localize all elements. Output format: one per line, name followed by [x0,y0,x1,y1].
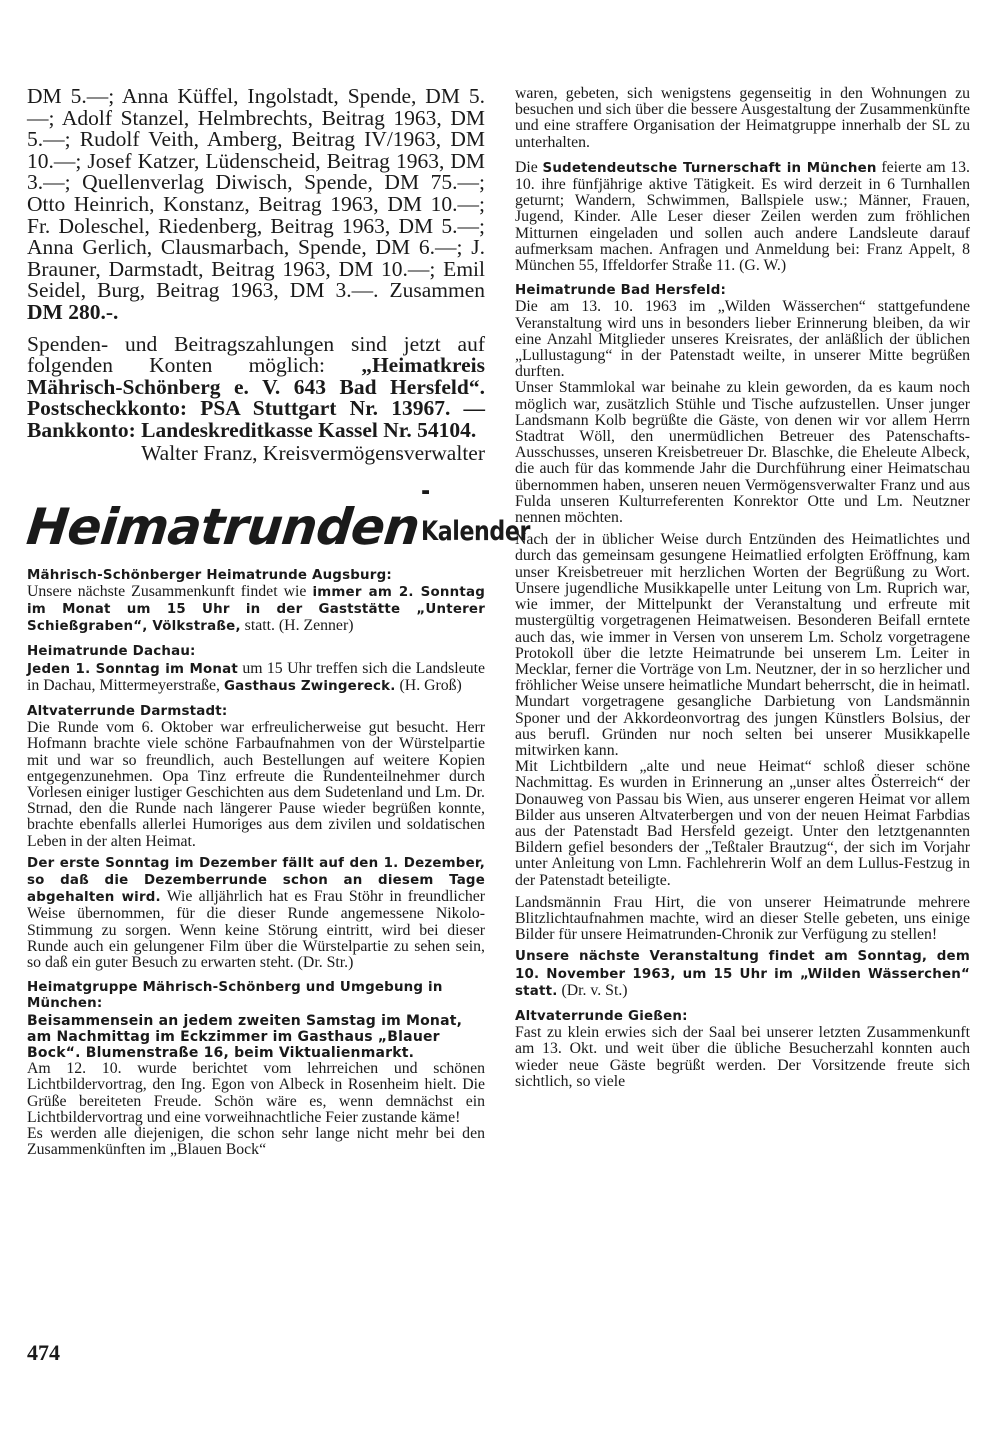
article-turnerschaft [515,160,970,274]
article-body: Mit Lichtbildern „alte und neue Heimat“ schloß dieser schöne Nachmittag. Es wurden in Erinnerung an „unser altes Österreich“ der Donauweg von Passau bis Wien, aus unserer engeren Heimat vor allem Bilder aus unseren Altvaterbergen und von der neuen Heimat Farbdias aus der Patenstadt Bad Hersfeld gezeigt. Unter den letztgenannten Bildern gefiel besonders der „Teßtaler Brautzug“, der sich im Vorjahr unter Anleitung von Lmn. Fachlehrerin Wolf an dem Lullus-Festzug in der Patenstadt beteiligte. [515,758,970,889]
masthead-bold: -Kalender [420,475,530,547]
section-masthead [23,475,530,556]
article-body [515,948,970,1000]
article-body: Fast zu klein erwies sich der Saal bei unserer letzten Zusammenkunft am 13. Okt. und weit über die übliche Besucherzahl konnten auch wieder neue Gäste begrüßt werden. Der Vorsitzende freute sich sichtlich, so viele [515,1024,970,1090]
article-muenchen [27,980,485,1158]
bold-run: Gasthaus Zwingereck. [223,678,396,694]
article-body: Landsmännin Frau Hirt, die von unserer Heimatrunde mehrere Blitzlichtaufnahmen machte, wird an dieser Stelle gebeten, uns einige Bilder für unsere Heimatrunden-Chronik zur Verfügung zu stellen! [515,893,970,944]
article-heading: Heimatgruppe Mährisch-Schönberg und Umgebung in München: [27,980,443,1012]
article-body: Am 12. 10. wurde berichtet vom lehrreichen und schönen Lichtbildervortrag, den Ing. Egon von Albeck in Rosenheim hielt. Die Grüße bereiteten Freude. Schön wäre es, wenn demnächst ein Lichtbildervortrag und eine vorweihnachtliche Feier zustande käme! [27,1060,485,1126]
article-heading: Altvaterrunde Darmstadt: [27,703,228,719]
masthead-script: Heimatrunden [23,497,422,556]
text-run: Die [515,158,543,176]
article-body: Die Runde vom 6. Oktober war erfreulicherweise gut besucht. Herr Hofmann brachte viele schöne Farbaufnahmen von der Würstelpartie mit und war so freundlich, auch Bestellungen auf weitere Kopien entgegenzunehmen. Opa Tinz erfreute die Rundenteilnehmer durch Vorlesen einiger lustiger Geschichten aus dem Sudetenland und Lm. Dr. Strnad, den die Runde nach längerer Pause wieder begrüßen konnte, brachte ebenfalls allerlei Humoriges aus dem zivilen und soldatischen Leben in der alten Heimat. [27,719,485,850]
article-body: Unser Stammlokal war beinahe zu klein geworden, da es kaum noch möglich war, zusätzlich Stühle und Tische aufzustellen. Unser junger Landsmann Kolb begrüßte die Gäste, von denen wir vor allem Herrn Stadtrat Wöll, den unermüdlichen Betreuer des Patenschafts-Ausschusses, unseren Kreisbetreuer Dr. Blaschke, die Eheleute Albeck, die auch für das kommende Jahr die Durchführung einer Heimatschau übernommen haben, unseren neuen Vermögensverwalter Franz und aus Fulda unseren Kulturreferenten Konrektor Otte und Lm. Neutzner nennen möchten. [515,379,970,527]
bold-run: immer am 2. Sonntag im Monat um 15 Uhr in der Gaststätte „Unterer Schießgraben“, Völkstraße, [27,584,485,635]
text-run: um 15 Uhr treffen sich die Landsleute in Dachau, Mittermeyerstraße, [27,659,485,694]
article-heading: Mährisch-Schönberger Heimatrunde Augsburg: [27,567,392,583]
article-body: waren, gebeten, sich wenigstens gegenseitig in den Wohnungen zu besuchen und sich über die bessere Ausgestaltung der Zusammenkünfte und eine straffere Organisation der Heimatgruppe innerhalb der SL zu unterhalten. [515,85,970,151]
article-continuation [515,86,970,151]
article-giessen [515,1009,970,1090]
text-run: feierte am 13. 10. ihre fünfjährige aktive Tätigkeit. Es wird derzeit in 6 Turnhallen geturnt; Wandern, Schwimmen, Ballspiele usw.; Männer, Frauen, Jugend, Kinder. Alle Leser dieser Zeilen werden zum fröhlichen Mitturnen eingeladen und sollen auch andere Landsleute darauf aufmerksam machen. Anfragen und Anmeldung bei: Franz Appelt, 8 München 55, Iffeldorfer Straße 11. (G. W.) [515,158,971,275]
article-body [27,584,485,636]
text-run: (H. Groß) [395,676,462,694]
donations-total: DM 280.-. [27,299,119,324]
text-run: statt. (H. Zenner) [240,617,354,635]
text-run: Unsere nächste Zusammenkunft findet wie [27,582,313,600]
bold-run: Der erste Sonntag im Dezember fällt auf den 1. Dezember, so daß die Dezemberrunde schon an diesem Tage abgehalten wird. [27,855,485,906]
bold-run: Unsere nächste Veranstaltung findet am Sonntag, dem 10. November 1963, um 15 Uhr im „Wilden Wässerchen“ statt. [515,949,970,999]
bold-run: Sudetendeutsche Turnerschaft in München [542,160,877,176]
article-heading: Heimatrunde Dachau: [27,644,196,660]
article-body [515,160,970,274]
text-run: (Dr. v. St.) [557,981,628,999]
article-body [27,855,485,971]
text-run: Wie alljährlich hat es Frau Stöhr in freundlicher Weise übernommen, für die dieser Runde angemessene Nikolo-Stimmung zu sorgen. Wenn keine Störung eintritt, wird bei dieser Runde auch ein gelungener Film über die Würstelpartie zu sehen sein, so daß ein guter Besuch zu erwarten steht. (Dr. Str.) [27,888,485,971]
article-body [27,661,485,695]
article-body: Die am 13. 10. 1963 im „Wilden Wässerchen“ stattgefundene Veranstaltung wird uns in besonders lieber Erinnerung bleiben, da wir eine Anzahl Mitglieder unseres Kreisrates, der anläßlich der üblichen „Lullustagung“ in der Patenstadt weilte, in unserer Mitte begrüßen durften. [515,298,970,381]
article-bad-hersfeld [515,283,970,1000]
bold-run: Jeden 1. Sonntag im Monat [27,661,238,677]
article-darmstadt [27,704,485,971]
article-body: Nach der in üblicher Weise durch Entzünden des Heimatlichtes und durch das gemeinsam gesungene Heimatlied erfolgten Eröffnung, kam unser Kreisbetreuer mit herzlichen Worten der Begrüßung zu Wort. Unsere jugendliche Musikkapelle unter Leitung von Lm. Ruprich war, wie immer, der Mittelpunkt der Veranstaltung und erfreute mit mustergültig vorgetragenen Heimatweisen. Besonderen Beifall erntete auch das, wie immer in Versen von unserem Lm. Scholz vorgetragene Protokoll über die letzte Heimatrunde bei unserem Lm. Leiter in Mecklar, ferner die Vorträge von Lm. Neutzner, der in so herzlicher und fröhlicher Weise unsere heimatliche Mundart beherrscht, die in heimatl. Mundart vorgetragene gesangliche Darbietung von Landsmännin Sponer und der Akkordeonvortrag des jungen Künstlers Bolsius, der aus berufl. Gründen nur noch selten bei unserer Musikkapelle mitwirken kann. [515,531,970,759]
accounts-details: „Heimatkreis Mährisch-Schönberg e. V. 643 Bad Hersfeld“. Postscheckkonto: PSA Stuttgart Nr. 13967. — Bankkonto: Landeskreditkasse Kassel Nr. 54104. [27,353,486,442]
article-heading: Altvaterrunde Gießen: [515,1008,688,1024]
article-highlight: Beisammensein an jedem zweiten Samstag im Monat, am Nachmittag im Eckzimmer im Gasthaus „Blauer Bock“. Blumenstraße 16, beim Viktualienmarkt. [27,1012,463,1061]
right-column [515,86,970,1090]
page-number: 474 [27,1340,60,1365]
article-body: Es werden alle diejenigen, die schon sehr lange nicht mehr bei den Zusammenkünften im „Blauen Bock“ [27,1125,485,1159]
article-heading: Heimatrunde Bad Hersfeld: [515,283,727,299]
accounts-intro: Spenden- und Beitragszahlungen sind jetzt auf folgenden Konten möglich: [27,331,485,378]
donations-text: DM 5.—; Anna Küffel, Ingolstadt, Spende, DM 5.—; Adolf Stanzel, Helmbrechts, Beitrag 1963, DM 5.—; Rudolf Veith, Amberg, Beitrag IV/1963, DM 10.—; Josef Katzer, Lüdenscheid, Beitrag 1963, DM 3.—; Quellenverlag Diwisch, Spende, DM 75.—; Otto Heinrich, Konstanz, Beitrag 1963, DM 10.—; Fr. Doleschel, Riedenberg, Beitrag 1963, DM 5.—; Anna Gerlich, Clausmarbach, Spende, DM 6.—; J. Brauner, Darmstadt, Beitrag 1963, DM 10.—; Emil Seidel, Burg, Beitrag 1963, DM 3.—. Zusammen [27,84,485,303]
signature: Walter Franz, Kreisvermögensverwalter [141,440,485,465]
donations-list [27,86,485,324]
accounts-paragraph [27,331,486,442]
article-dachau [27,644,485,695]
article-augsburg [27,568,485,636]
left-column [23,84,530,1159]
